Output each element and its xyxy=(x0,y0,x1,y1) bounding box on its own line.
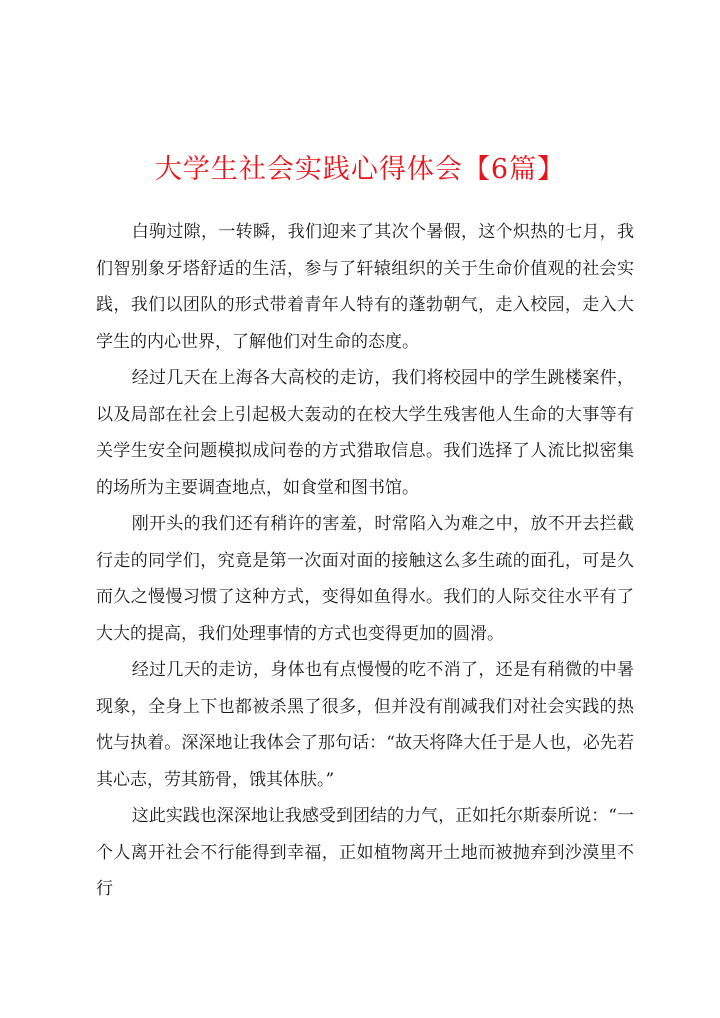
paragraph: 刚开头的我们还有稍许的害羞，时常陷入为难之中，放不开去拦截行走的同学们，究竟是第一次面对面的接触这么多生疏的面孔，可是久而久之慢慢习惯了这种方式，变得如鱼得水。我们的人际交往水平有了大大的提高，我们处理事情的方式也变得更加的圆滑。 xyxy=(96,514,634,644)
document-title: 大学生社会实践心得体会【6篇】 xyxy=(154,154,566,185)
paragraph: 这此实践也深深地让我感受到团结的力气，正如托尔斯泰所说：“一个人离开社会不行能得到幸福，正如植物离开土地而被抛弃到沙漠里不行 xyxy=(96,806,634,899)
paragraph: 白驹过隙，一转瞬，我们迎来了其次个暑假，这个炽热的七月，我们智别象牙塔舒适的生活，参与了轩辕组织的关于生命价值观的社会实践，我们以团队的形式带着青年人特有的蓬勃朝气，走入校园，走入大学生的内心世界，了解他们对生命的态度。 xyxy=(96,222,634,352)
document-body xyxy=(96,214,634,908)
paragraph: 经过几天的走访，身体也有点慢慢的吃不消了，还是有稍微的中暑现象，全身上下也都被杀黑了很多，但并没有削减我们对社会实践的热忱与执着。深深地让我体会了那句话：“故天将降大任于是人也，必先若其心志，劳其筋骨，饿其体肤。” xyxy=(96,660,634,790)
paragraph: 经过几天在上海各大高校的走访，我们将校园中的学生跳楼案件，以及局部在社会上引起极大轰动的在校大学生残害他人生命的大事等有关学生安全问题模拟成问卷的方式猎取信息。我们选择了人流比拟密集的场所为主要调查地点，如食堂和图书馆。 xyxy=(96,368,634,498)
